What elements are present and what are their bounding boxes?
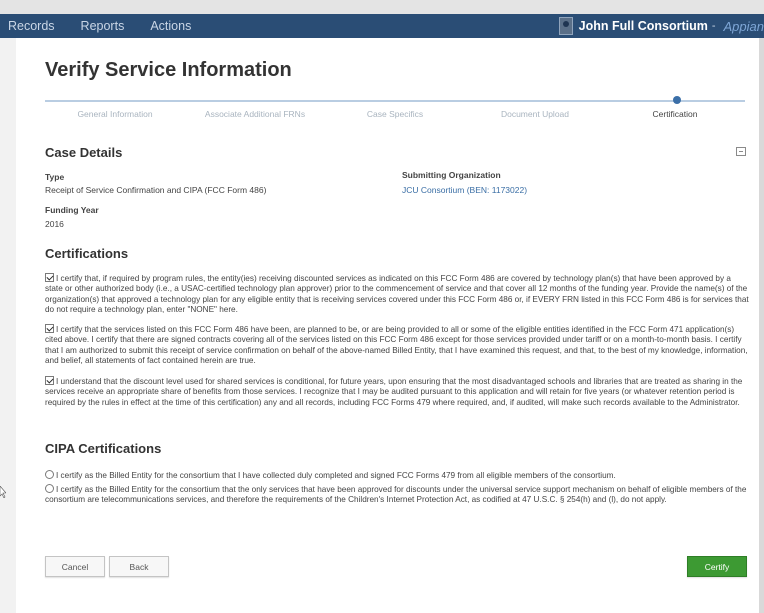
left-gutter [0, 38, 16, 613]
certification-checkbox-1[interactable] [45, 273, 54, 282]
certification-text-3: I understand that the discount level used for shared services is conditional, for future years, upon ensuring that the most disadvantaged schools and libraries that are treated as sharing in the services receive an appropriate share of benefits from those services. I recognize that I may be audited pursuant to this application and will retain for five years (or whatever retention period is required by the rules in effect at the time of this certification) any and all records, including FCC Forms 479 where required, and, if audited, will make such records available to the Administrator. [45, 377, 743, 407]
step-certification: Certification [652, 109, 698, 119]
certification-text-1: I certify that, if required by program rules, the entity(ies) receiving discounted services as indicated on this FCC Form 486 are covered by technology plan(s) that have been approved by a state or other authorized body (i.e., a USAC-certified technology plan approver) prior to the commencement of service and that cover all 12 months of the funding year. Provide the name(s) of the organization(s) that approved a technology plan for any eligible entity that is receiving services covered under this FCC Form 486 or, if EVERY FRN listed in this FCC Form 486 is for services that do not require a technology plan, enter "NONE" here. [45, 274, 749, 315]
cancel-button[interactable]: Cancel [45, 556, 105, 577]
certify-button[interactable]: Certify [687, 556, 747, 577]
case-details-heading: Case Details [45, 145, 123, 160]
step-case-specifics: Case Specifics [366, 109, 424, 119]
step-document-upload: Document Upload [500, 109, 570, 119]
funding-year-label: Funding Year [45, 205, 99, 215]
cipa-radio-1[interactable] [45, 470, 54, 479]
certification-checkbox-3[interactable] [45, 376, 54, 385]
wizard-progress-track [45, 100, 745, 102]
type-label: Type [45, 172, 65, 182]
step-general-information: General Information [77, 109, 153, 119]
certification-item [45, 273, 749, 316]
wizard-current-step-marker [673, 96, 681, 104]
page-title: Verify Service Information [45, 59, 292, 81]
cipa-certifications-heading: CIPA Certifications [45, 441, 162, 456]
mouse-cursor-icon [0, 486, 6, 498]
brand-logo: Appian [723, 18, 764, 34]
user-menu-caret[interactable]: - [711, 20, 716, 32]
step-associate-frns: Associate Additional FRNs [204, 109, 306, 119]
cipa-option-text-2: I certify as the Billed Entity for the consortium that the only services that have been approved for discounts under the universal service support mechanism on behalf of eligible members of the consortium are telecommunications services, and therefore the requirements of the Children's Internet Protection Act, as codified at 47 U.S.C. § 254(h) and (l), do not apply. [45, 485, 747, 505]
nav-records[interactable]: Records [8, 19, 55, 33]
cipa-option [45, 484, 749, 506]
user-name[interactable]: John Full Consortium [578, 19, 708, 33]
type-value: Receipt of Service Confirmation and CIPA (FCC Form 486) [45, 185, 267, 195]
user-menu[interactable] [559, 14, 764, 38]
main-content [16, 38, 759, 613]
cipa-option-text-1: I certify as the Billed Entity for the consortium that I have collected duly completed and signed FCC Forms 479 from all eligible members of the consortium. [56, 471, 616, 480]
collapse-section-icon[interactable] [736, 147, 746, 156]
wizard-steps [45, 109, 745, 119]
certification-item [45, 376, 749, 408]
nav-reports[interactable]: Reports [80, 19, 125, 33]
certifications-heading: Certifications [45, 246, 129, 261]
nav-actions[interactable]: Actions [150, 19, 192, 33]
funding-year-value: 2016 [45, 219, 64, 229]
certification-item [45, 324, 749, 367]
certification-text-2: I certify that the services listed on this FCC Form 486 have been, are planned to be, or are being provided to all or some of the eligible entities identified in the FCC Form 471 application(s) cited above. I certify that there are signed contracts covering all of the services listed on this FCC Form 486 except for those services provided under tariff or on a month-to-month basis. I certify that I am authorized to submit this receipt of service confirmation on behalf of the above-named Billed Entity, that I have examined this request, and that, to the best of my knowledge, information, and belief, all statements of fact contained herein are true. [45, 325, 748, 366]
avatar[interactable] [559, 17, 573, 35]
submitting-organization-link[interactable]: JCU Consortium (BEN: 1173022) [402, 185, 528, 195]
back-button[interactable]: Back [109, 556, 169, 577]
top-navigation-bar [0, 14, 764, 38]
cipa-radio-2[interactable] [45, 484, 54, 493]
window-top-strip [0, 0, 764, 14]
submitting-organization-label: Submitting Organization [402, 170, 501, 180]
certification-checkbox-2[interactable] [45, 324, 54, 333]
cipa-option [45, 470, 749, 481]
